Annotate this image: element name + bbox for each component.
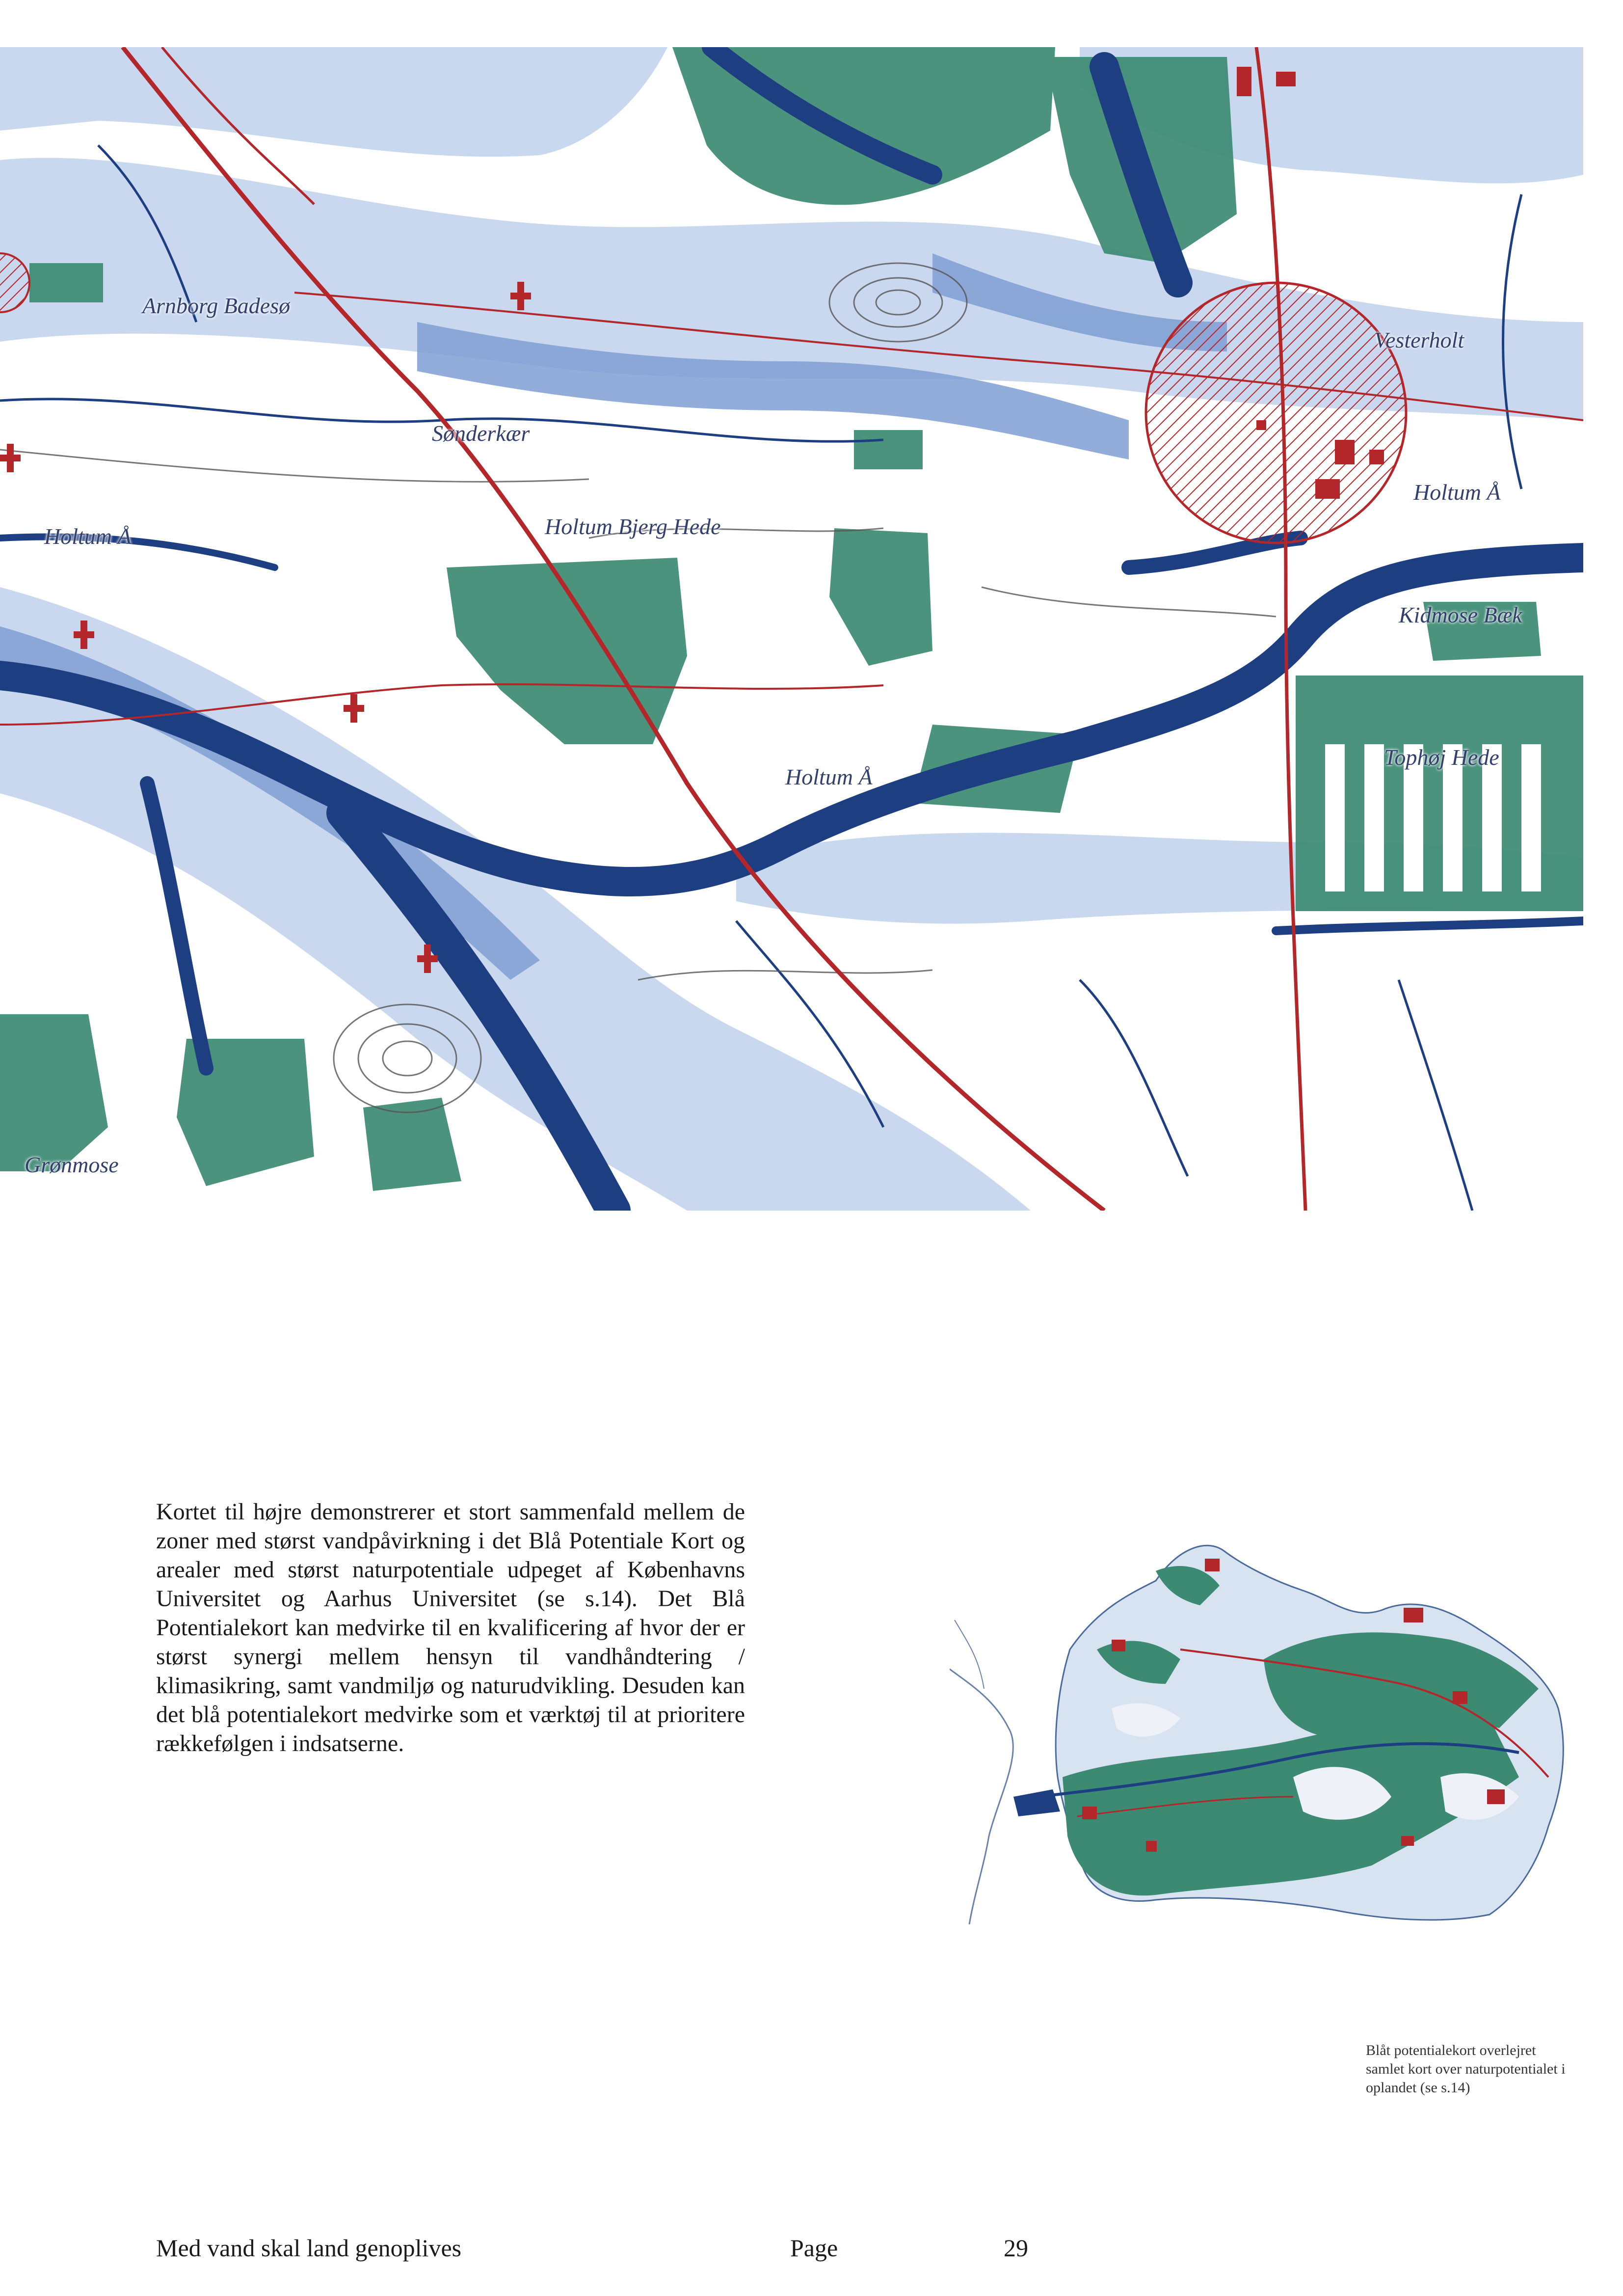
map-label-holtum-bjerg-hede: Holtum Bjerg Hede [545,514,721,539]
footer-document-title: Med vand skal land genoplives [156,2234,462,2262]
map-caption: Blåt potentialekort overlejret samlet kort over naturpotentialet i oplandet (se s.14) [1366,2042,1566,2096]
footer-page-number: 29 [1004,2234,1028,2262]
catchment-detail-map [0,47,1583,1211]
map-label-holtum-a-west: Holtum Å [44,524,132,549]
overview-map-graphic [950,1522,1585,1924]
map-graphic [0,47,1583,1211]
body-paragraph: Kortet til højre demonstrerer et stort sammenfald mellem de zoner med størst vandpåvirkning i det Blå Potentiale Kort og arealer med størst naturpotentiale udpeget af Københavns Universitet og Aarhus Universitet (se s.14). Det Blå Potentialekort kan medvirke til en kvalificering af hvor der er størst synergi mellem hensyn til vandhåndtering / klimasikring, samt vandmiljø og naturudvikling. Desuden kan det blå potentialekort medvirke som et værktøj til at prioritere rækkefølgen i indsatserne. [156,1499,745,1756]
map-label-tophoj-hede: Tophøj Hede [1384,745,1499,770]
town-buffer-circle [1146,283,1406,543]
map-label-kidmose-baek: Kidmose Bæk [1399,602,1522,627]
map-label-sonderkaer: Sønderkær [432,421,530,446]
footer-page-label: Page [790,2234,838,2262]
map-label-gronmose: Grønmose [25,1152,119,1177]
map-label-vesterholt: Vesterholt [1374,327,1464,352]
catchment-overview-map [950,1522,1585,1924]
map-label-holtum-a-east: Holtum Å [1413,480,1501,505]
map-label-holtum-a-center: Holtum Å [785,764,873,789]
map-label-arnborg-badeso: Arnborg Badesø [142,293,291,318]
light-water-zones [0,47,1583,1211]
